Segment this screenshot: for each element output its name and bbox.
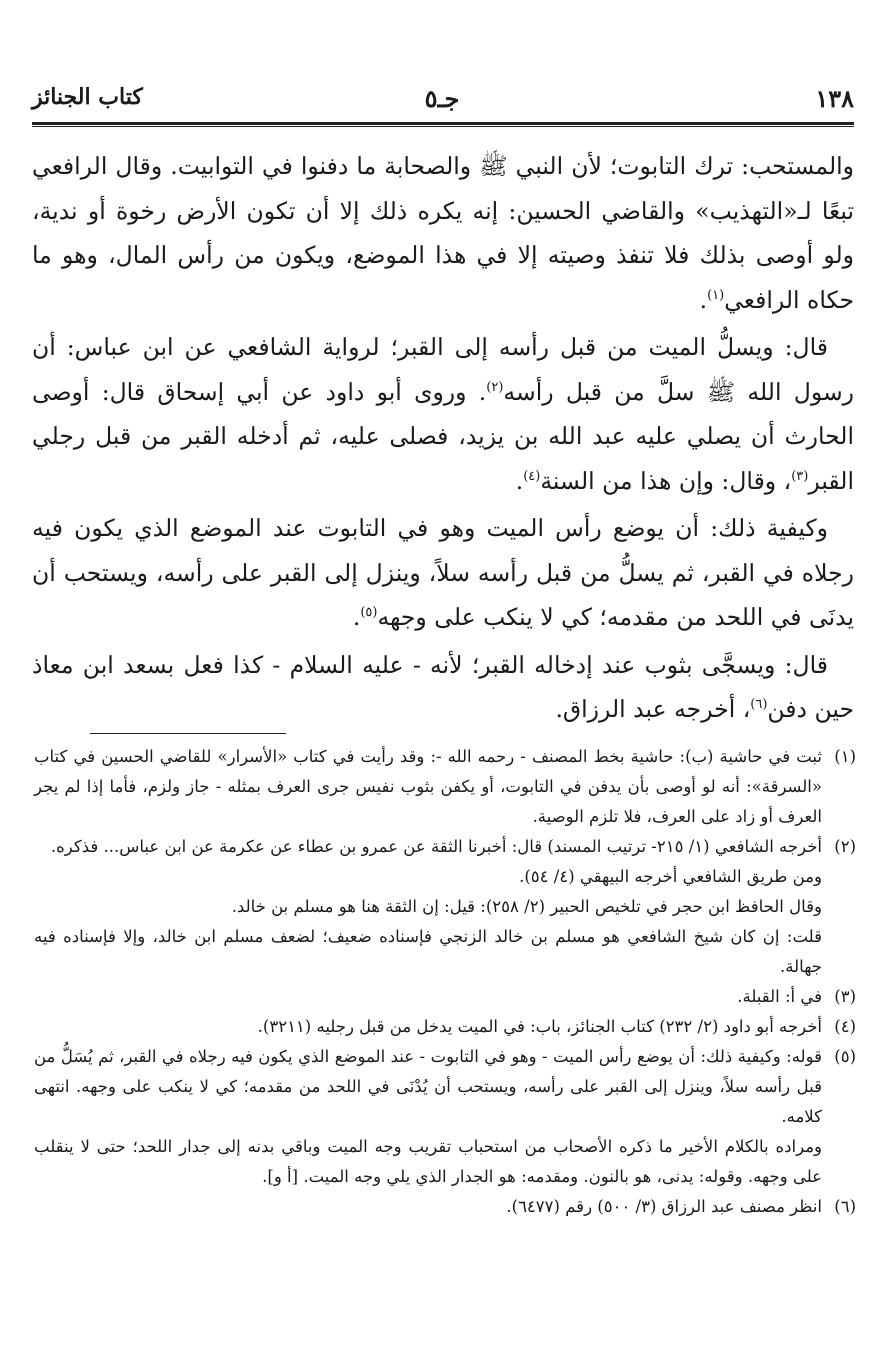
volume-label: جـ٥ bbox=[424, 84, 460, 113]
paragraph-3: وكيفية ذلك: أن يوضع رأس الميت وهو في التابوت عند الموضع الذي يكون فيه رجلاه في القبر، ثم يسلُّ من قبل رأسه سلاً، وينزل إلى القبر على رأسه، ويستحب أن يدنَى في اللحد من مقدمه؛ كي لا ينكب على وجهه$^{(٥)}$. bbox=[32, 514, 854, 631]
footnote-1 bbox=[34, 742, 856, 832]
footnote-ref-2[interactable]: (٢) bbox=[486, 379, 504, 395]
footnote-number: (٢) bbox=[834, 837, 856, 856]
footnote-6 bbox=[34, 1192, 856, 1222]
footnote-4 bbox=[34, 1012, 856, 1042]
footnote-text: أخرجه أبو داود (٢/ ٢٣٢) كتاب الجنائز، باب: في الميت يدخل من قبل رجليه (٣٢١١). bbox=[257, 1017, 822, 1036]
footnote-number: (٤) bbox=[834, 1017, 856, 1036]
footnote-text: أخرجه الشافعي (١/ ٢١٥- ترتيب المسند) قال: أخبرنا الثقة عن عمرو بن عطاء عن عكرمة عن ابن عباس... فذكره. bbox=[50, 837, 822, 856]
footnote-separator bbox=[90, 733, 286, 734]
footnote-number: (٥) bbox=[834, 1047, 856, 1066]
footnote-text: ثبت في حاشية (ب): حاشية بخط المصنف - رحمه الله -: وقد رأيت في كتاب «الأسرار» للقاضي الحسين في كتاب «السرقة»: أنه لو أوصى بأن يدفن في التابوت، أو يكفن بثوب نفيس جرى العرف بمثله - جاز ولزم، فأما إذا لم يجر العرف أو زاد على العرف، فلا تلزم الوصية. bbox=[34, 747, 822, 826]
footnote-text: انظر مصنف عبد الرزاق (٣/ ٥٠٠) رقم (٦٤٧٧). bbox=[506, 1197, 822, 1216]
footnote-number: (٣) bbox=[834, 987, 856, 1006]
footnote-5 bbox=[34, 1042, 856, 1192]
page-number: ١٣٨ bbox=[815, 84, 854, 113]
footnote-text: قلت: إن كان شيخ الشافعي هو مسلم بن خالد الزنجي فإسناده ضعيف؛ لضعف مسلم ابن خالد، وإلا فإسناده فيه جهالة. bbox=[34, 927, 822, 976]
paragraph-4: قال: ويسجَّى بثوب عند إدخاله القبر؛ لأنه - عليه السلام - كذا فعل بسعد ابن معاذ حين دفن$^{(٦)}$، أخرجه عبد الرزاق. bbox=[32, 650, 854, 723]
footnote-number: (٦) bbox=[834, 1197, 856, 1216]
header-rule bbox=[32, 122, 854, 125]
footnote-2 bbox=[34, 832, 856, 982]
footnote-ref-4[interactable]: (٤) bbox=[523, 468, 541, 484]
header-rule-thin bbox=[32, 126, 854, 127]
footnote-text: في أ: القبلة. bbox=[737, 987, 822, 1006]
footnote-ref-5[interactable]: (٥) bbox=[360, 605, 378, 621]
footnote-ref-1[interactable]: (١) bbox=[707, 287, 725, 303]
footnote-text: قوله: وكيفية ذلك: أن يوضع رأس الميت - وهو في التابوت - عند الموضع الذي يكون فيه رجلاه في القبر، ثم يُسَلُّ من قبل رأسه سلاً، وينزل إلى القبر على رأسه، ويستحب أن يُدْنَى في اللحد من مقدمه؛ كي لا ينكب على وجهه. انتهى كلامه. bbox=[34, 1047, 822, 1126]
main-text bbox=[32, 144, 854, 735]
footnote-3 bbox=[34, 982, 856, 1012]
page-header bbox=[32, 84, 854, 124]
footnote-number: (١) bbox=[834, 747, 856, 766]
footnote-text: ومراده بالكلام الأخير ما ذكره الأصحاب من استحباب تقريب وجه الميت وباقي بدنه إلى جدار اللحد؛ حتى لا ينقلب على وجهه. وقوله: يدنى، هو بالنون. ومقدمه: هو الجدار الذي يلي وجه الميت. [أ و]. bbox=[34, 1137, 822, 1186]
footnote-ref-6[interactable]: (٦) bbox=[750, 697, 768, 713]
footnote-text: وقال الحافظ ابن حجر في تلخيص الحبير (٢/ ٢٥٨): قيل: إن الثقة هنا هو مسلم بن خالد. bbox=[231, 897, 822, 916]
running-title: كتاب الجنائز bbox=[32, 84, 143, 110]
paragraph-1: والمستحب: ترك التابوت؛ لأن النبي ﷺ والصحابة ما دفنوا في التوابيت. وقال الرافعي تبعًا لـ«التهذيب» والقاضي الحسين: إنه يكره ذلك إلا أن تكون الأرض رخوة أو ندية، ولو أوصى بذلك فلا تنفذ وصيته إلا في هذا الموضع، ويكون من رأس المال، وهو ما حكاه الرافعي$^{(١)}$. bbox=[32, 152, 854, 314]
footnotes bbox=[34, 742, 856, 1222]
footnote-ref-3[interactable]: (٣) bbox=[791, 468, 809, 484]
footnote-text: ومن طريق الشافعي أخرجه البيهقي (٤/ ٥٤). bbox=[519, 867, 822, 886]
paragraph-2: قال: ويسلُّ الميت من قبل رأسه إلى القبر؛ لرواية الشافعي عن ابن عباس: أن رسول الله ﷺ سلَّ من قبل رأسه$^{(٢)}$. وروى أبو داود عن أبي إسحاق قال: أوصى الحارث أن يصلي عليه عبد الله بن يزيد، فصلى عليه، ثم أدخله القبر من قبل رجلي القبر$^{(٣)}$، وقال: وإن هذا من السنة$^{(٤)}$. bbox=[32, 333, 854, 495]
